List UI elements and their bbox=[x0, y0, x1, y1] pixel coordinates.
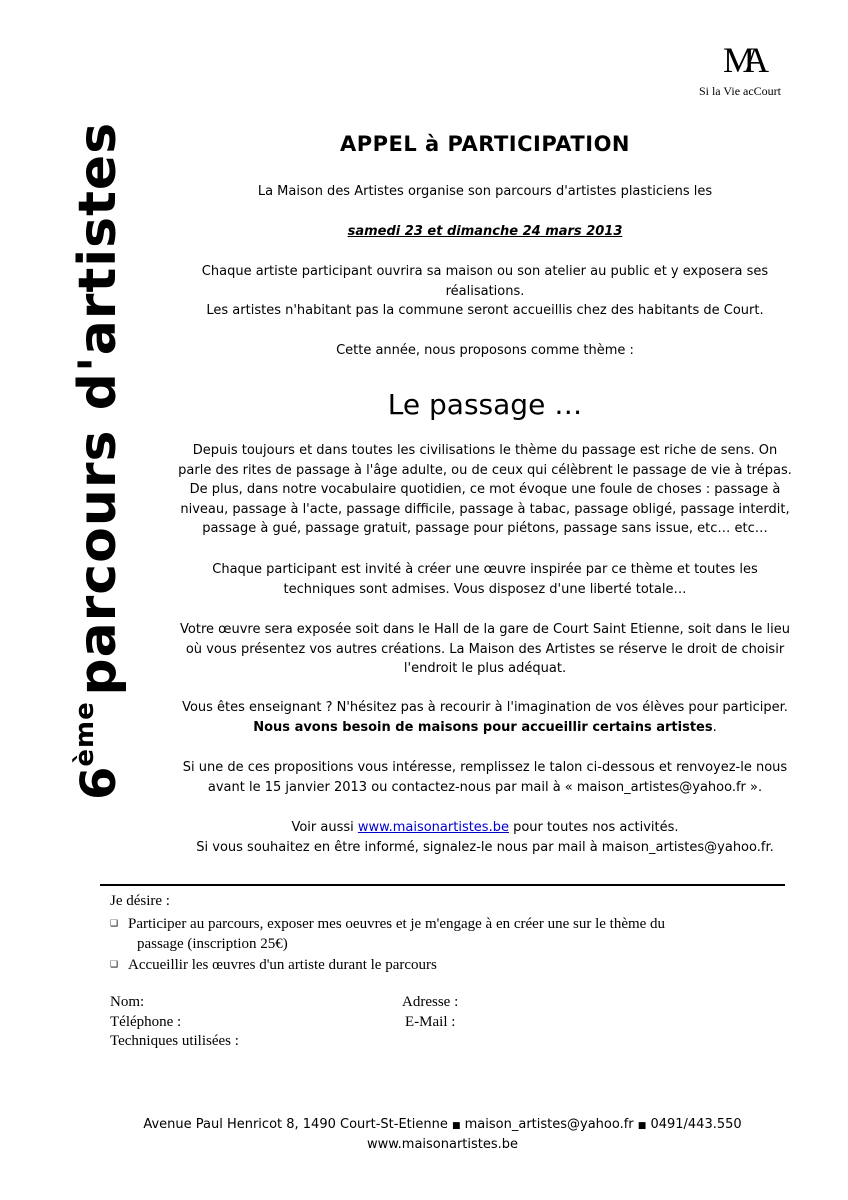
paragraph-line: Si vous souhaitez en être informé, signalez-le nous par mail à maison_artistes@yahoo.fr. bbox=[196, 839, 774, 855]
footer-email[interactable]: maison_artistes@yahoo.fr bbox=[464, 1117, 634, 1132]
option-label: Participer au parcours, exposer mes oeuvres et je m'engage à en créer une sur le thème du bbox=[128, 916, 666, 932]
form-option-participate[interactable] bbox=[110, 913, 790, 954]
intro-text: La Maison des Artistes organise son parcours d'artistes plasticiens les bbox=[257, 184, 713, 199]
paragraph-line: Votre œuvre sera exposée soit dans le Hall de la gare de Court Saint Etienne, soit dans le lieu bbox=[180, 622, 790, 637]
divider bbox=[100, 884, 785, 886]
banner-superscript: ème bbox=[70, 701, 100, 767]
separator-icon: ■ bbox=[637, 1121, 647, 1131]
paragraph-line: avant le 15 janvier 2013 ou contactez-nous par mail à « maison_artistes@yahoo.fr ». bbox=[207, 779, 763, 795]
logo bbox=[690, 40, 790, 99]
field-name-label[interactable]: Nom: bbox=[110, 994, 145, 1010]
logo-tagline: Si la Vie acCourt bbox=[698, 84, 782, 98]
field-email-label[interactable]: E-Mail : bbox=[405, 1014, 456, 1030]
bold-notice: Nous avons besoin de maisons pour accueillir certains artistes bbox=[253, 719, 713, 735]
form-heading: Je désire : bbox=[110, 893, 170, 909]
banner-text: parcours d'artistes bbox=[68, 121, 128, 696]
paragraph-open-houses bbox=[150, 262, 820, 321]
footer-contact bbox=[100, 1117, 785, 1132]
website-link[interactable]: www.maisonartistes.be bbox=[357, 820, 509, 835]
form-option-host[interactable] bbox=[110, 954, 790, 975]
paragraph-website bbox=[150, 818, 820, 857]
paragraph-line: Depuis toujours et dans toutes les civilisations le thème du passage est riche de sens. On bbox=[192, 443, 778, 458]
paragraph-line: passage à gué, passage gratuit, passage pour piétons, passage sans issue, etc… etc… bbox=[202, 521, 768, 536]
paragraph-line bbox=[150, 818, 820, 838]
paragraph-teachers bbox=[150, 698, 820, 737]
option-label: Accueillir les œuvres d'un artiste durant le parcours bbox=[128, 957, 437, 973]
paragraph-line: Les artistes n'habitant pas la commune seront accueillis chez des habitants de Court. bbox=[206, 303, 764, 318]
text-span: pour toutes nos activités. bbox=[508, 820, 679, 835]
paragraph-line: niveau, passage à l'acte, passage difficile, passage à tabac, passage obligé, passage interdit, bbox=[180, 501, 790, 517]
footer-website[interactable]: www.maisonartistes.be bbox=[366, 1137, 519, 1152]
paragraph-theme-description bbox=[150, 441, 820, 539]
footer-address: Avenue Paul Henricot 8, 1490 Court-St-Etienne bbox=[143, 1117, 448, 1132]
punctuation: . bbox=[712, 719, 717, 735]
banner-number: 6 bbox=[71, 766, 127, 800]
theme-title: Le passage … bbox=[387, 388, 583, 421]
paragraph-line: techniques sont admises. Vous disposez d'une liberté totale… bbox=[283, 581, 687, 597]
paragraph-line: réalisations. bbox=[445, 283, 525, 299]
paragraph-line bbox=[150, 718, 820, 738]
paragraph-contact bbox=[150, 758, 820, 797]
checkbox-icon[interactable]: ❑ bbox=[110, 918, 119, 928]
paragraph-line: l'endroit le plus adéquat. bbox=[403, 661, 567, 676]
paragraph-line: De plus, dans notre vocabulaire quotidien, ce mot évoque une foule de choses : passage à bbox=[189, 482, 781, 497]
paragraph-line: Vous êtes enseignant ? N'hésitez pas à recourir à l'imagination de vos élèves pour participer. bbox=[182, 700, 788, 715]
option-label: passage (inscription 25€) bbox=[137, 936, 288, 952]
paragraph-line: Chaque participant est invité à créer une œuvre inspirée par ce thème et toutes les bbox=[212, 562, 758, 577]
paragraph-invitation bbox=[150, 560, 820, 599]
text-span: Voir aussi bbox=[291, 820, 358, 835]
footer-phone: 0491/443.550 bbox=[650, 1117, 742, 1132]
page-title: APPEL à PARTICIPATION bbox=[339, 132, 630, 156]
paragraph-line: Si une de ces propositions vous intéresse, remplissez le talon ci-dessous et renvoyez-le nous bbox=[182, 760, 788, 775]
theme-intro: Cette année, nous proposons comme thème : bbox=[336, 343, 634, 358]
paragraph-line: où vous présentez vos autres créations. La Maison des Artistes se réserve le droit de choisir bbox=[185, 641, 785, 657]
field-techniques-label[interactable]: Techniques utilisées : bbox=[110, 1033, 239, 1049]
paragraph-line: Chaque artiste participant ouvrira sa maison ou son atelier au public et y exposera ses bbox=[201, 264, 769, 279]
paragraph-line: parle des rites de passage à l'âge adulte, ou de ceux qui célèbrent le passage de vie à trépas. bbox=[178, 462, 792, 478]
separator-icon: ■ bbox=[451, 1121, 461, 1131]
vertical-banner bbox=[68, 122, 128, 800]
field-phone-label[interactable]: Téléphone : bbox=[110, 1014, 182, 1030]
event-dates: samedi 23 et dimanche 24 mars 2013 bbox=[347, 224, 623, 239]
paragraph-exhibition bbox=[150, 620, 820, 679]
field-address-label[interactable]: Adresse : bbox=[402, 994, 459, 1010]
checkbox-icon[interactable]: ❑ bbox=[110, 959, 119, 969]
logo-mark: MA bbox=[722, 40, 757, 80]
